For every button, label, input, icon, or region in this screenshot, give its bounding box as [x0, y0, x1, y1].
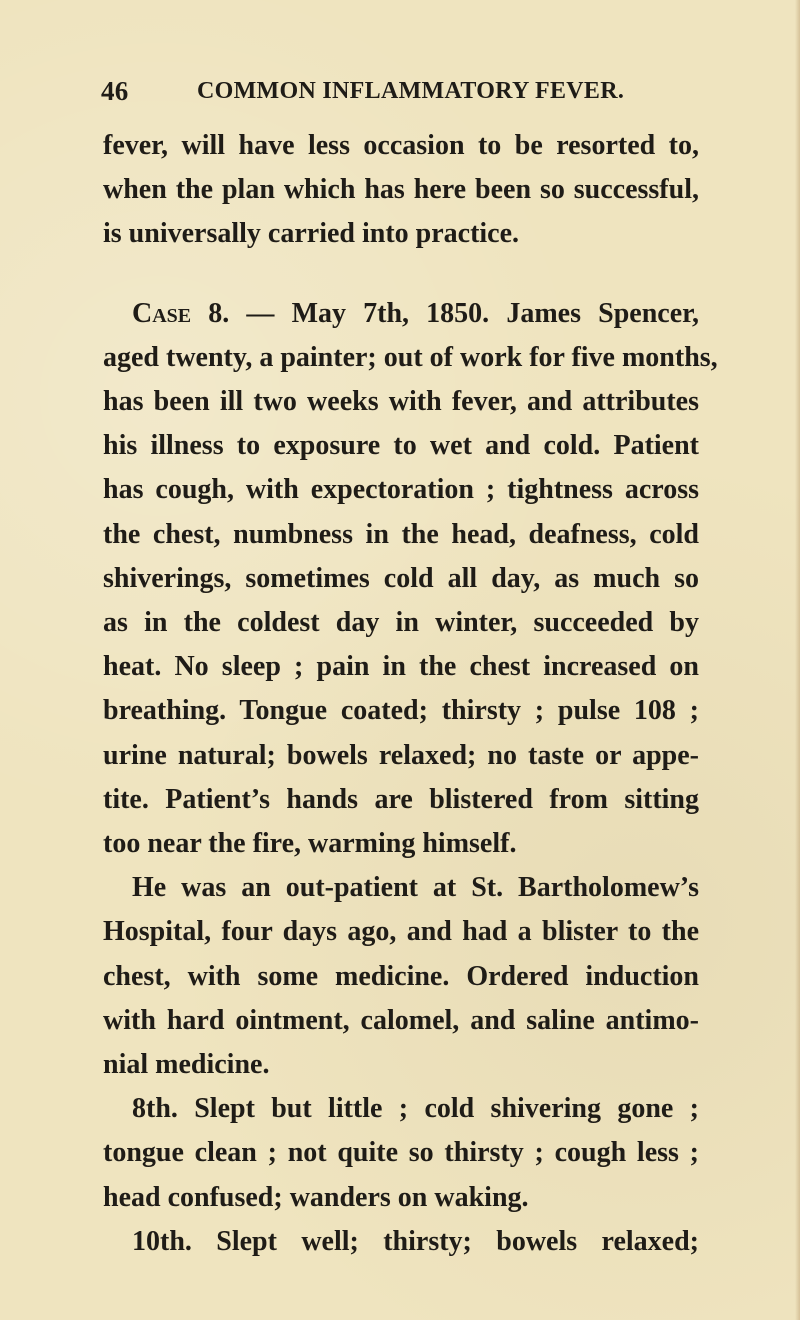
text-line: when the plan which has here been so successful,: [103, 174, 699, 206]
text-line: tite. Patient’s hands are blistered from sitting: [103, 783, 699, 815]
text-line: is universally carried into practice.: [103, 218, 520, 250]
text-line: Hospital, four days ago, and had a blister to the: [103, 916, 699, 948]
text-line: tongue clean ; not quite so thirsty ; cough less ;: [103, 1137, 699, 1169]
text-line: 10th. Slept well; thirsty; bowels relaxed;: [132, 1225, 699, 1257]
text-line: fever, will have less occasion to be resorted to,: [103, 130, 699, 161]
text-line: urine natural; bowels relaxed; no taste or appe-: [103, 739, 699, 771]
text-line: the chest, numbness in the head, deafness, cold: [103, 518, 699, 550]
paragraph-gap: [103, 257, 699, 292]
case-date-text: — May 7th, 1850. James Spencer,: [229, 297, 699, 329]
text-line: heat. No sleep ; pain in the chest increased on: [103, 651, 699, 683]
text-line: has been ill two weeks with fever, and attributes: [103, 386, 699, 418]
page-number: 46: [101, 76, 129, 106]
case-label: Case 8.: [132, 297, 230, 329]
body-text: [103, 124, 718, 1264]
text-line: chest, with some medicine. Ordered induction: [103, 960, 699, 992]
paragraph-8th: [103, 1087, 699, 1220]
running-title: COMMON INFLAMMATORY FEVER.: [197, 78, 625, 104]
text-line: aged twenty, a painter; out of work for five months,: [103, 341, 718, 373]
paragraph-outpatient: [103, 866, 699, 1087]
text-line: nial medicine.: [103, 1049, 270, 1081]
text-line: breathing. Tongue coated; thirsty ; pulse 108 ;: [103, 695, 699, 727]
text-line: head confused; wanders on waking.: [103, 1181, 529, 1213]
page-edge-shadow: [795, 0, 800, 1320]
text-line: his illness to exposure to wet and cold. Patient: [103, 430, 699, 462]
page-header: [101, 76, 625, 116]
text-line: as in the coldest day in winter, succeeded by: [103, 607, 699, 639]
text-line: has cough, with expectoration ; tightness across: [103, 474, 699, 506]
text-line: too near the fire, warming himself.: [103, 828, 517, 860]
text-line: with hard ointment, calomel, and saline antimo-: [103, 1004, 699, 1036]
text-line: shiverings, sometimes cold all day, as much so: [103, 562, 699, 594]
text-line: He was an out-patient at St. Bartholomew’s: [132, 872, 699, 904]
text-line: 8th. Slept but little ; cold shivering gone ;: [132, 1093, 699, 1125]
paragraph-10th: [103, 1220, 699, 1264]
paragraph-case-8: [103, 292, 718, 867]
paragraph-intro: [103, 124, 699, 257]
text-line: [103, 292, 699, 336]
